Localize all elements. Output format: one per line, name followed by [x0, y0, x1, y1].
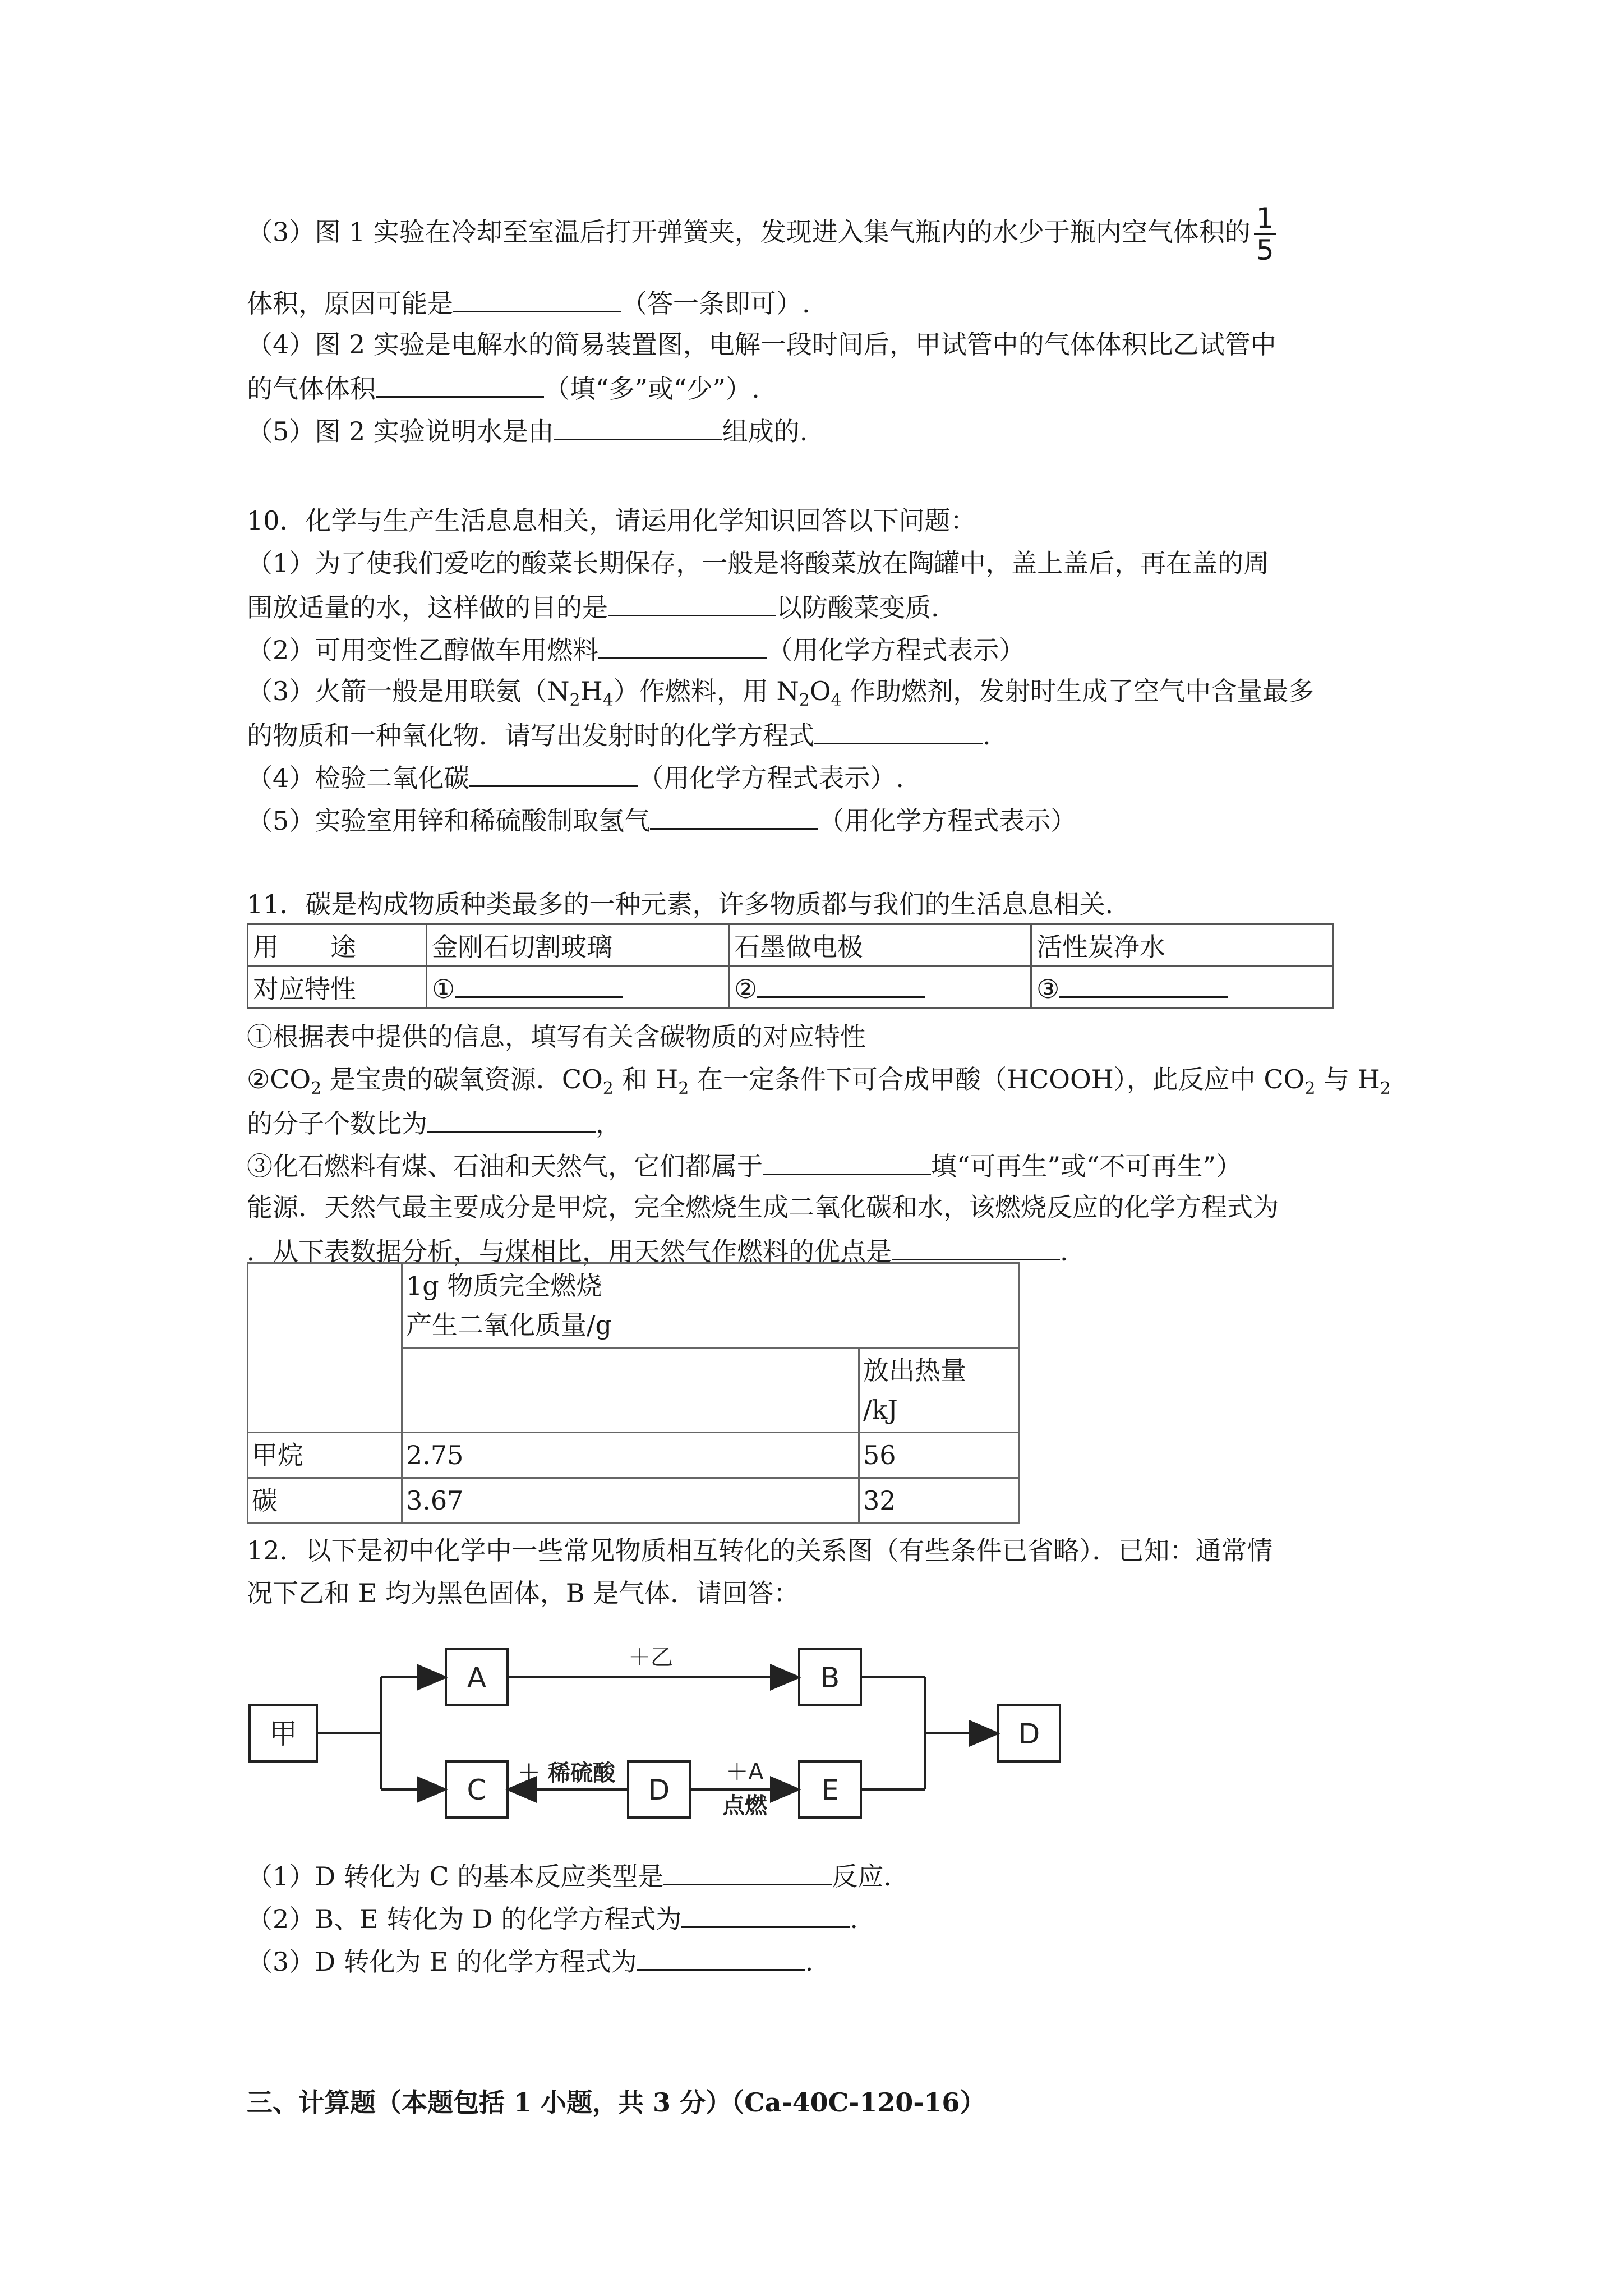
table-cell: 2.75 — [402, 1433, 859, 1478]
label-dilute-acid: ＋ 稀硫酸 — [518, 1760, 615, 1786]
q10-part5 — [247, 802, 1076, 838]
subscript: 2 — [311, 1079, 322, 1099]
q10-part3-text-a: （3）火箭一般是用联氨（N — [247, 676, 570, 706]
circled-number: ③ — [1036, 974, 1060, 1004]
table-cell: 金刚石切割玻璃 — [427, 924, 729, 967]
q9-part3-text: （3）图 1 实验在冷却至室温后打开弹簧夹，发现进入集气瓶内的水少于瓶内空气体积的 — [247, 217, 1251, 247]
q11-sub3-suffix: 填“可再生”或“不可再生”） — [931, 1151, 1242, 1181]
carbon-uses-table — [247, 923, 1334, 1009]
q12-part1-prefix: （1）D 转化为 C 的基本反应类型是 — [247, 1861, 664, 1892]
table-cell-empty — [248, 1263, 402, 1433]
answer-blank[interactable] — [427, 1105, 596, 1133]
table-cell: 用 途 — [248, 924, 427, 967]
answer-blank[interactable] — [681, 1901, 850, 1928]
answer-blank[interactable] — [650, 802, 818, 830]
q12-part2-prefix: （2）B、E 转化为 D 的化学方程式为 — [247, 1904, 682, 1934]
q11-sub1: ①根据表中提供的信息，填写有关含碳物质的对应特性 — [247, 1022, 866, 1052]
table-cell — [729, 967, 1031, 1009]
q10-part1-line1: （1）为了使我们爱吃的酸菜长期保存，一般是将酸菜放在陶罐中，盖上盖后，再在盖的周 — [247, 548, 1270, 578]
answer-blank[interactable] — [892, 1233, 1060, 1260]
q10-part3-text-c: ）作燃料，用 N — [613, 676, 799, 706]
q11-sub2-text-b: 是宝贵的碳氧资源．CO — [321, 1064, 603, 1094]
q10-part2-suffix: （用化学方程式表示） — [767, 635, 1025, 665]
q10-part3-suffix: . — [983, 720, 991, 751]
answer-blank[interactable] — [469, 760, 638, 787]
node-E: E — [821, 1774, 839, 1806]
q10-part4-suffix: （用化学方程式表示）. — [638, 763, 904, 793]
table-cell: 56 — [859, 1433, 1019, 1478]
q9-part5 — [247, 413, 808, 448]
node-jia: 甲 — [269, 1718, 297, 1750]
q11-sub2-text-a: ②CO — [247, 1064, 311, 1094]
label-plus-yi: ＋乙 — [628, 1645, 673, 1671]
q10-part3-text-e: 作助燃剂，发射时生成了空气中含量最多 — [841, 676, 1315, 706]
q10-part4-prefix: （4）检验二氧化碳 — [247, 763, 470, 793]
answer-blank[interactable] — [608, 589, 776, 616]
table-header-co2: 产生二氧化质量/g — [406, 1310, 612, 1340]
q12-part1-suffix: 反应. — [832, 1861, 892, 1892]
table-header-top: 1g 物质完全燃烧 — [406, 1271, 602, 1301]
answer-blank[interactable] — [1059, 970, 1228, 998]
q11-sub2-prefix: 的分子个数比为 — [247, 1108, 427, 1139]
q12-stem-line2: 况下乙和 E 均为黑色固体，B 是气体．请回答： — [247, 1578, 800, 1608]
subscript: 4 — [831, 691, 842, 711]
label-ignite: 点燃 — [722, 1793, 767, 1819]
circled-number: ② — [734, 974, 758, 1004]
q9-part4-prefix: 的气体体积 — [247, 374, 376, 404]
q11-sub2-line1 — [247, 1062, 1391, 1106]
node-A: A — [467, 1662, 487, 1694]
fraction-one-fifth — [1254, 203, 1276, 265]
table-header-heat-unit: /kJ — [863, 1395, 898, 1425]
table-cell-empty — [402, 1348, 859, 1433]
section-three-heading: 三、计算题（本题包括 1 小题，共 3 分）（Ca-40C-120-16） — [247, 2087, 986, 2118]
q10-part2-prefix: （2）可用变性乙醇做车用燃料 — [247, 635, 599, 665]
table-cell — [427, 967, 729, 1009]
q11-sub2-suffix: ， — [596, 1108, 621, 1139]
q10-part1-line2 — [247, 589, 939, 624]
table-header-heat: 放出热量 — [863, 1355, 966, 1386]
fraction-denominator: 5 — [1256, 234, 1274, 266]
q12-stem-line1: 12．以下是初中化学中一些常见物质相互转化的关系图（有些条件已省略）．已知：通常情 — [247, 1535, 1273, 1566]
q9-part3-line1 — [247, 203, 1276, 265]
table-cell: 对应特性 — [248, 967, 427, 1009]
fraction-numerator: 1 — [1254, 203, 1276, 235]
q9-part3-suffix: （答一条即可）. — [621, 288, 810, 319]
q11-stem: 11．碳是构成物质种类最多的一种元素，许多物质都与我们的生活息息相关. — [247, 889, 1114, 919]
table-cell: 活性炭净水 — [1031, 924, 1334, 967]
q12-part2-suffix: . — [850, 1904, 859, 1934]
subscript: 2 — [678, 1079, 689, 1099]
table-cell: 石墨做电极 — [729, 924, 1031, 967]
q10-stem: 10．化学与生产生活息息相关，请运用化学知识回答以下问题： — [247, 505, 976, 536]
q10-part3-line2 — [247, 717, 991, 752]
q9-part5-suffix: 组成的. — [722, 416, 808, 447]
subscript: 2 — [1304, 1079, 1316, 1099]
table-row — [248, 1263, 1019, 1348]
q12-part1 — [247, 1858, 892, 1893]
subscript: 4 — [602, 691, 614, 711]
q9-part4-suffix: （填“多”或“少”）. — [544, 374, 760, 404]
answer-blank[interactable] — [455, 970, 623, 998]
label-plus-A: ＋A — [726, 1759, 764, 1785]
subscript: 2 — [1380, 1079, 1391, 1099]
q12-part3 — [247, 1943, 813, 1978]
q9-part4-line1 — [247, 328, 1276, 361]
answer-blank[interactable] — [637, 1943, 805, 1971]
q11-sub3-line1 — [247, 1148, 1242, 1183]
q9-part3-line2 — [247, 285, 810, 320]
answer-blank[interactable] — [757, 970, 925, 998]
subscript: 2 — [799, 691, 810, 711]
table-row — [248, 967, 1334, 1009]
q11-sub3-c-suffix: . — [1060, 1236, 1068, 1267]
node-B: B — [820, 1662, 840, 1694]
table-cell — [859, 1348, 1019, 1433]
q10-part3-text-d: O — [809, 676, 831, 706]
q10-part1-suffix: 以防酸菜变质. — [776, 592, 939, 623]
table-row — [248, 1478, 1019, 1524]
conversion-diagram — [241, 1621, 1082, 1857]
q11-sub3-prefix: ③化石燃料有煤、石油和天然气，它们都属于 — [247, 1151, 763, 1181]
q10-part1-prefix: 围放适量的水，这样做的目的是 — [247, 592, 608, 623]
q10-part4 — [247, 760, 904, 795]
answer-blank[interactable] — [554, 413, 722, 440]
answer-blank[interactable] — [453, 285, 621, 312]
table-cell: 3.67 — [402, 1478, 859, 1524]
q9-part3-prefix: 体积，原因可能是 — [247, 288, 453, 319]
q9-part4-line2 — [247, 370, 760, 406]
table-cell: 碳 — [248, 1478, 402, 1524]
q11-sub3-c-prefix: ．从下表数据分析，与煤相比，用天然气作燃料的优点是 — [247, 1236, 892, 1267]
table-cell — [402, 1263, 1019, 1348]
answer-blank[interactable] — [376, 370, 544, 398]
q12-part3-prefix: （3）D 转化为 E 的化学方程式为 — [247, 1947, 637, 1977]
combustion-data-table — [247, 1262, 1020, 1524]
subscript: 2 — [602, 1079, 614, 1099]
q11-sub2-text-c: 和 H — [613, 1064, 679, 1094]
q10-part2 — [247, 632, 1025, 667]
q10-part3-line1 — [247, 674, 1314, 717]
q11-sub3-line2: 能源．天然气最主要成分是甲烷，完全燃烧生成二氧化碳和水，该燃烧反应的化学方程式为 — [247, 1192, 1279, 1222]
q10-part3-prefix: 的物质和一种氧化物．请写出发射时的化学方程式 — [247, 720, 814, 751]
table-cell: 甲烷 — [248, 1433, 402, 1478]
node-C: C — [467, 1774, 487, 1806]
node-D-final: D — [1018, 1718, 1040, 1750]
answer-blank[interactable] — [814, 717, 983, 744]
q12-part3-suffix: . — [805, 1947, 814, 1977]
q12-part2 — [247, 1901, 858, 1936]
q10-part3-text-b: H — [580, 676, 603, 706]
table-row — [248, 924, 1334, 967]
q11-sub2-text-d: 在一定条件下可合成甲酸（HCOOH），此反应中 CO — [689, 1064, 1305, 1094]
answer-blank[interactable] — [598, 632, 767, 659]
circled-number: ① — [432, 974, 455, 1004]
q9-part4-text: （4）图 2 实验是电解水的简易装置图，电解一段时间后，甲试管中的气体体积比乙试管中 — [247, 329, 1276, 360]
answer-blank[interactable] — [763, 1148, 931, 1175]
table-cell — [1031, 967, 1334, 1009]
subscript: 2 — [569, 691, 580, 711]
table-cell: 32 — [859, 1478, 1019, 1524]
q10-part5-suffix: （用化学方程式表示） — [818, 806, 1077, 836]
q11-sub2-text-e: 与 H — [1315, 1064, 1380, 1094]
table-row — [248, 1433, 1019, 1478]
answer-blank[interactable] — [663, 1858, 832, 1885]
node-D: D — [648, 1774, 670, 1806]
q11-sub2-line2 — [247, 1105, 621, 1140]
q10-part5-prefix: （5）实验室用锌和稀硫酸制取氢气 — [247, 806, 651, 836]
q9-part5-prefix: （5）图 2 实验说明水是由 — [247, 416, 554, 447]
